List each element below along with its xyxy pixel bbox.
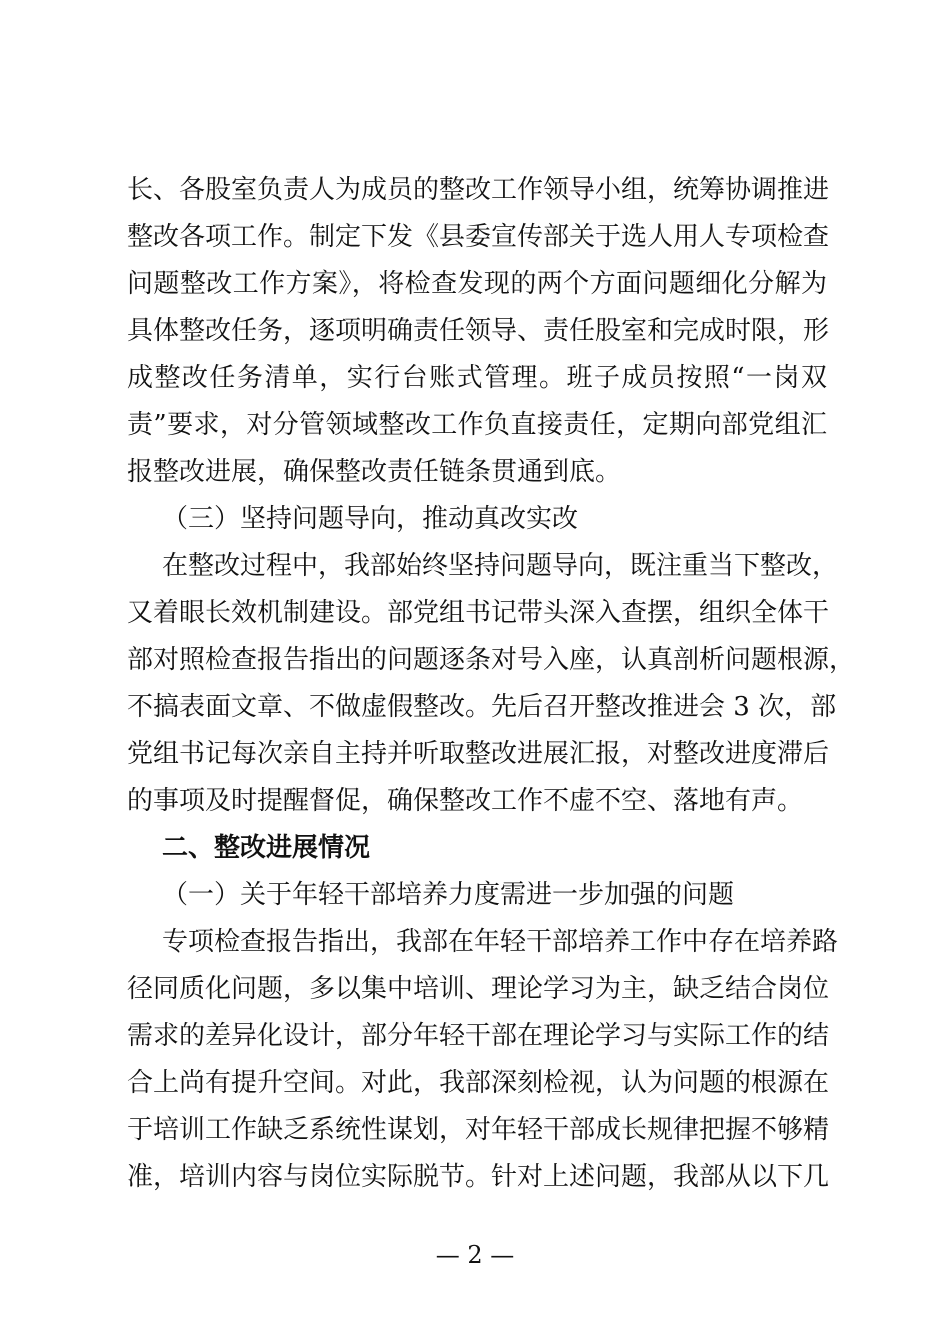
body-text-line: 部对照检查报告指出的问题逐条对号入座，认真剖析问题根源，	[127, 645, 856, 675]
body-text-line: 报整改进展，确保整改责任链条贯通到底。	[127, 457, 622, 487]
section-heading: 二、整改进展情况	[162, 833, 371, 863]
body-text-line: 径同质化问题，多以集中培训、理论学习为主，缺乏结合岗位	[127, 974, 830, 1004]
body-text-line: 需求的差异化设计，部分年轻干部在理论学习与实际工作的结	[127, 1021, 830, 1051]
body-text-line: 又着眼长效机制建设。部党组书记带头深入查摆，组织全体干	[127, 598, 830, 628]
body-text-line: 问题整改工作方案》，将检查发现的两个方面问题细化分解为	[127, 269, 827, 299]
body-text-line: 成整改任务清单，实行台账式管理。班子成员按照“一岗双	[127, 363, 827, 393]
body-text-line: 的事项及时提醒督促，确保整改工作不虚不空、落地有声。	[127, 786, 804, 816]
body-text-line: 于培训工作缺乏系统性谋划，对年轻干部成长规律把握不够精	[127, 1115, 830, 1145]
body-text-line: 专项检查报告指出，我部在年轻干部培养工作中存在培养路	[162, 927, 839, 957]
body-text-line: 整改各项工作。制定下发《县委宣传部关于选人用人专项检查	[127, 222, 830, 252]
subheading: （三）坚持问题导向，推动真改实改	[162, 504, 579, 534]
body-text-line: 不搞表面文章、不做虚假整改。先后召开整改推进会 3 次，部	[127, 692, 837, 722]
body-text-line: 长、各股室负责人为成员的整改工作领导小组，统筹协调推进	[127, 175, 830, 205]
body-text-line: 在整改过程中，我部始终坚持问题导向，既注重当下整改，	[162, 551, 839, 581]
page-number: — 2 —	[435, 1241, 515, 1269]
body-text-line: 具体整改任务，逐项明确责任领导、责任股室和完成时限，形	[127, 316, 830, 346]
subheading: （一）关于年轻干部培养力度需进一步加强的问题	[162, 880, 735, 910]
body-text-line: 党组书记每次亲自主持并听取整改进展汇报，对整改进度滞后	[127, 739, 830, 769]
body-text-line: 责”要求，对分管领域整改工作负直接责任，定期向部党组汇	[127, 410, 827, 440]
body-text-line: 合上尚有提升空间。对此，我部深刻检视，认为问题的根源在	[127, 1068, 830, 1098]
body-text-line: 准，培训内容与岗位实际脱节。针对上述问题，我部从以下几	[127, 1162, 830, 1192]
